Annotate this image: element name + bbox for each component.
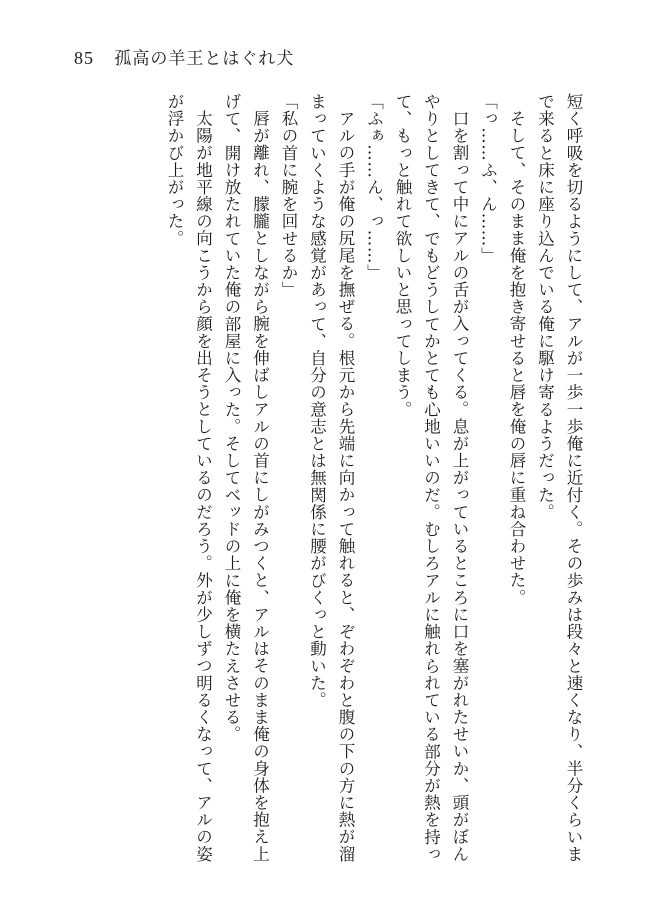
page-number: 85 <box>74 48 94 68</box>
paragraph: 短く呼吸を切るようにして、アルが一歩一歩俺に近付く。その歩みは段々と速くなり、半分くらいまで来ると床に座り込んでいる俺に駆け寄るようだった。 <box>535 93 583 863</box>
book-title: 孤高の羊王とはぐれ犬 <box>114 49 295 69</box>
dialogue-line: 「私の首に腕を回せるか」 <box>279 93 298 299</box>
paragraph: アルの手が俺の尻尾を撫ぜる。根元から先端に向かって触れると、ぞわぞわと腹の下の方に熱が溜まっていくような感覚があって、自分の意志とは無関係に腰がびくっと動いた。 <box>307 93 355 862</box>
paragraph: 太陽が地平線の向こうから顔を出そうとしているのだろう。外が少しずつ明るくなって、アルの姿が浮かび上がった。 <box>165 93 213 862</box>
dialogue-line: 「ふぁ……ん、っ……」 <box>364 93 384 282</box>
page-header <box>74 44 294 69</box>
paragraph: 口を割って中にアルの舌が入ってくる。息が上がっているところに口を塞がれたせいか、頭がぼんやりとしてきて、でもどうしてかとても心地いいのだ。むしろアルに触れられている部分が熱を持って、もっと触れて欲しいと思ってしまう。 <box>393 93 469 863</box>
paragraph: 唇が離れ、朦朧としながら腕を伸ばしアルの首にしがみつくと、アルはそのまま俺の身体を抱え上げて、開け放たれていた俺の部屋に入った。そしてベッドの上に俺を横たえさせる。 <box>222 93 270 862</box>
dialogue-line: 「っ……ふ、ん……」 <box>478 93 498 264</box>
vertical-body-text <box>160 93 588 873</box>
paragraph: そして、そのまま俺を抱き寄せると唇を俺の唇に重ね合わせた。 <box>507 109 526 606</box>
